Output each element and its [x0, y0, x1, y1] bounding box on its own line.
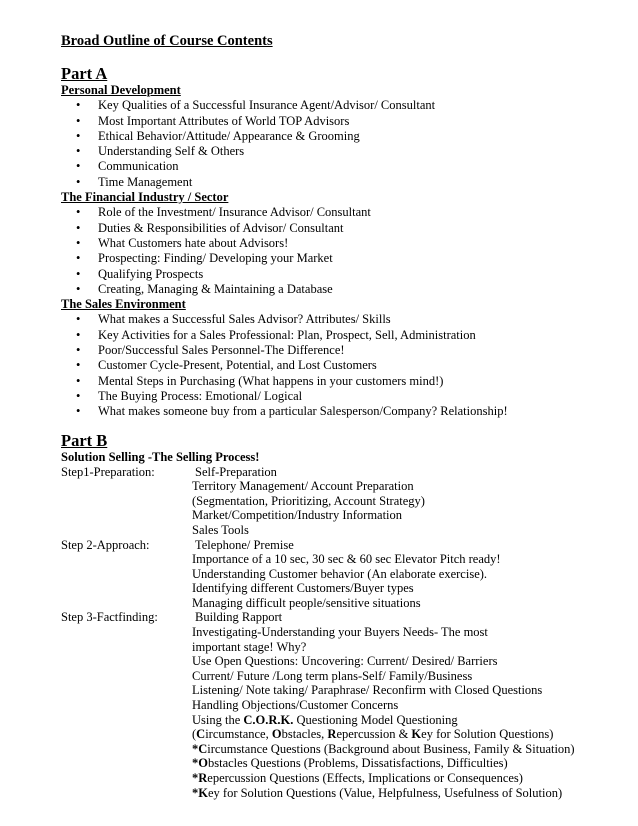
cork-letter: O — [198, 756, 208, 771]
step-line: Importance of a 10 sec, 30 sec & 60 sec Elevator Pitch ready! — [192, 552, 501, 567]
cork-legend-text: epercussion & — [336, 727, 412, 742]
step-factfinding — [61, 610, 631, 800]
section-heading-financial-industry: The Financial Industry / Sector — [61, 190, 229, 205]
step-line: Managing difficult people/sensitive situations — [192, 595, 421, 610]
cork-question-text: bstacles Questions (Problems, Dissatisfactions, Difficulties) — [207, 756, 508, 771]
step-line: Understanding Customer behavior (An elaborate exercise). — [192, 566, 488, 581]
step-lines — [192, 538, 631, 611]
sales-environment-list — [61, 312, 631, 419]
cork-intro-text: Using the — [192, 712, 244, 727]
list-item: • Key Qualities of a Successful Insurance Agent/Advisor/ Consultant — [61, 98, 631, 113]
cork-question-text: ircumstance Questions (Background about Business, Family & Situation) — [207, 741, 575, 756]
section-heading-sales-environment: The Sales Environment — [61, 297, 186, 312]
list-item: • Role of the Investment/ Insurance Advisor/ Consultant — [61, 205, 631, 220]
section-heading-personal-development: Personal Development — [61, 83, 181, 97]
cork-letter: R — [198, 771, 208, 785]
step-line: Identifying different Customers/Buyer types — [192, 581, 414, 596]
step-label: Step 3-Factfinding: — [61, 610, 158, 625]
cork-question-line — [192, 771, 631, 786]
cork-asterisk: * — [192, 756, 199, 771]
cork-asterisk: * — [192, 741, 199, 756]
list-item: • What makes a Successful Sales Advisor? Attributes/ Skills — [61, 312, 631, 327]
list-item: • Time Management — [61, 175, 631, 190]
step-line: Sales Tools — [192, 522, 249, 537]
step-line: Market/Competition/Industry Information — [192, 508, 403, 523]
part-a-heading: Part A — [61, 64, 108, 83]
list-item: • Understanding Self & Others — [61, 144, 631, 159]
cork-letter: O — [271, 727, 282, 742]
cork-letter: C — [198, 741, 208, 756]
cork-letter: C — [196, 727, 206, 742]
step-preparation — [61, 465, 631, 538]
list-item: • What Customers hate about Advisors! — [61, 236, 631, 251]
list-item: • Customer Cycle-Present, Potential, and Lost Customers — [61, 358, 631, 373]
step-line: Territory Management/ Account Preparation — [192, 479, 414, 494]
cork-legend-line — [192, 727, 631, 742]
list-item: • Poor/Successful Sales Personnel-The Difference! — [61, 343, 631, 358]
cork-letter: R — [327, 727, 337, 742]
cork-letter: K — [411, 727, 422, 742]
step-line: Use Open Questions: Uncovering: Current/ Desired/ Barriers — [192, 654, 498, 669]
step-approach — [61, 538, 631, 611]
document-content — [61, 32, 631, 800]
step-line: (Segmentation, Prioritizing, Account Strategy) — [192, 493, 425, 508]
cork-question-line — [192, 786, 631, 801]
cork-legend-text: ircumstance, — [205, 727, 272, 742]
cork-question-line — [192, 742, 631, 757]
step-line: Self-Preparation — [195, 464, 277, 479]
list-item: • Key Activities for a Sales Professional: Plan, Prospect, Sell, Administration — [61, 328, 631, 343]
cork-intro-line — [192, 713, 631, 728]
personal-development-list — [61, 98, 631, 190]
step-line: important stage! Why? — [192, 639, 307, 654]
list-item: • Duties & Responsibilities of Advisor/ Consultant — [61, 221, 631, 236]
list-item: • Prospecting: Finding/ Developing your Market — [61, 251, 631, 266]
list-item: • The Buying Process: Emotional/ Logical — [61, 389, 631, 404]
step-line: Building Rapport — [195, 610, 283, 625]
list-item: • Ethical Behavior/Attitude/ Appearance & Grooming — [61, 129, 631, 144]
cork-letter: K — [198, 785, 208, 800]
list-item: • Qualifying Prospects — [61, 267, 631, 282]
cork-intro-text: Questioning Model Questioning — [293, 712, 458, 727]
cork-question-text: ey for Solution Questions (Value, Helpfulness, Usefulness of Solution) — [207, 785, 563, 800]
cork-asterisk: * — [192, 785, 199, 800]
part-b-subheading: Solution Selling -The Selling Process! — [61, 449, 260, 464]
list-item: • Communication — [61, 159, 631, 174]
step-lines — [192, 465, 631, 538]
part-b-heading: Part B — [61, 430, 108, 450]
cork-question-line — [192, 756, 631, 771]
step-label: Step1-Preparation: — [61, 464, 155, 479]
cork-acronym: C.O.R.K. — [243, 712, 294, 727]
cork-asterisk: * — [192, 771, 199, 785]
step-line: Listening/ Note taking/ Paraphrase/ Reconfirm with Closed Questions — [192, 683, 543, 698]
step-label: Step 2-Approach: — [61, 537, 150, 552]
list-item: • Most Important Attributes of World TOP Advisors — [61, 114, 631, 129]
financial-industry-list — [61, 205, 631, 297]
document-title: Broad Outline of Course Contents — [61, 33, 273, 49]
cork-legend-text: bstacles, — [281, 727, 328, 742]
step-line: Investigating-Understanding your Buyers Needs- The most — [192, 625, 488, 640]
list-item: • Creating, Managing & Maintaining a Database — [61, 282, 631, 297]
step-line: Telephone/ Premise — [195, 537, 294, 552]
step-line: Handling Objections/Customer Concerns — [192, 698, 399, 713]
cork-legend-open: ( — [192, 727, 197, 742]
list-item: • Mental Steps in Purchasing (What happens in your customers mind!) — [61, 374, 631, 389]
cork-legend-text: ey for Solution Questions) — [421, 727, 554, 742]
step-lines — [192, 610, 631, 800]
list-item: • What makes someone buy from a particular Salesperson/Company? Relationship! — [61, 404, 631, 419]
cork-question-text: epercussion Questions (Effects, Implications or Consequences) — [207, 771, 523, 785]
step-line: Current/ Future /Long term plans-Self/ Family/Business — [192, 668, 473, 683]
